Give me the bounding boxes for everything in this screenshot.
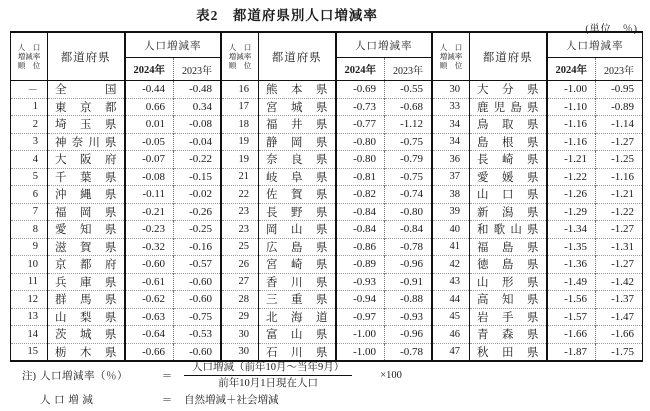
rank-cell: 19 xyxy=(222,151,259,169)
prefecture-cell: 東京都 xyxy=(48,98,125,116)
rate-2023-cell: -0.84 xyxy=(385,221,432,239)
prefecture-cell: 佐賀県 xyxy=(259,186,336,204)
rate-2023-cell: -1.37 xyxy=(596,291,643,309)
rate-2024-cell: -1.36 xyxy=(547,256,596,274)
rank-cell: 28 xyxy=(222,291,259,309)
table-group-1 xyxy=(10,31,221,362)
rate-2023-cell: -0.79 xyxy=(385,151,432,169)
prefecture-cell: 千葉県 xyxy=(48,168,125,186)
rate-2024-cell: -0.77 xyxy=(336,116,385,134)
rate-column-header: 人口増減率 xyxy=(336,32,432,58)
year-2024-header: 2024年 xyxy=(125,58,174,81)
rate-2024-cell: -0.80 xyxy=(336,151,385,169)
table-row xyxy=(222,203,432,221)
table-row xyxy=(11,291,221,309)
table-row xyxy=(222,343,432,361)
table-row xyxy=(222,133,432,151)
rate-2024-cell: -1.10 xyxy=(547,98,596,116)
prefecture-cell: 群馬県 xyxy=(48,291,125,309)
prefecture-column-header: 都道府県 xyxy=(470,32,547,81)
rate-2023-cell: -0.55 xyxy=(385,81,432,99)
rank-cell: － xyxy=(11,81,48,99)
rank-column-header: 人 口 増減率 順 位 xyxy=(11,32,48,81)
rank-column-header: 人 口 増減率 順 位 xyxy=(433,32,470,81)
rate-2024-cell: -0.80 xyxy=(336,133,385,151)
table-row xyxy=(222,291,432,309)
table-row xyxy=(11,186,221,204)
rate-2024-cell: -0.73 xyxy=(336,98,385,116)
prefecture-cell: 徳島県 xyxy=(470,256,547,274)
rate-2023-cell: -0.75 xyxy=(174,308,221,326)
prefecture-cell: 岡山県 xyxy=(259,221,336,239)
rank-cell: 4 xyxy=(11,151,48,169)
rate-2024-cell: -0.05 xyxy=(125,133,174,151)
rate-2024-cell: -0.66 xyxy=(125,343,174,361)
table-row xyxy=(11,326,221,344)
table-row xyxy=(433,291,643,309)
table-row xyxy=(11,203,221,221)
rank-cell: 9 xyxy=(11,238,48,256)
table-row xyxy=(11,308,221,326)
prefecture-cell: 長野県 xyxy=(259,203,336,221)
table-row xyxy=(11,343,221,361)
rate-2024-cell: -0.81 xyxy=(336,168,385,186)
rate-2023-cell: -0.53 xyxy=(174,326,221,344)
prefecture-cell: 栃木県 xyxy=(48,343,125,361)
rate-formula-fraction xyxy=(184,361,352,390)
table-row xyxy=(433,116,643,134)
rate-2023-cell: -1.31 xyxy=(596,238,643,256)
rank-cell: 29 xyxy=(222,308,259,326)
prefecture-cell: 長崎県 xyxy=(470,151,547,169)
year-2023-header: 2023年 xyxy=(174,58,221,81)
rate-2023-cell: -0.96 xyxy=(385,326,432,344)
rate-2024-cell: -1.49 xyxy=(547,273,596,291)
unit-label: (単位 ％) xyxy=(585,24,638,35)
rank-cell: 30 xyxy=(222,326,259,344)
rate-2024-cell: 0.66 xyxy=(125,98,174,116)
prefecture-cell: 鹿児島県 xyxy=(470,98,547,116)
rank-cell: 14 xyxy=(11,326,48,344)
prefecture-cell: 山梨県 xyxy=(48,308,125,326)
rate-2023-cell: -1.14 xyxy=(596,116,643,134)
table-row xyxy=(11,98,221,116)
rate-2024-cell: -0.60 xyxy=(125,256,174,274)
rate-2023-cell: -0.78 xyxy=(385,238,432,256)
rate-2024-cell: -0.62 xyxy=(125,291,174,309)
prefecture-cell: 沖縄県 xyxy=(48,186,125,204)
rate-2023-cell: -0.60 xyxy=(174,273,221,291)
table-row xyxy=(11,221,221,239)
table-row xyxy=(222,273,432,291)
rank-cell: 30 xyxy=(433,81,470,99)
rate-2023-cell: -0.08 xyxy=(174,116,221,134)
rate-2024-cell: -0.23 xyxy=(125,221,174,239)
rate-2024-cell: -1.87 xyxy=(547,343,596,361)
prefecture-cell: 京都府 xyxy=(48,256,125,274)
rate-2024-cell: -0.86 xyxy=(336,238,385,256)
rank-cell: 26 xyxy=(222,256,259,274)
rate-2023-cell: -1.42 xyxy=(596,273,643,291)
rate-2023-cell: -1.12 xyxy=(385,116,432,134)
rate-2024-cell: -1.22 xyxy=(547,168,596,186)
note-change-label: 人 口 増 減 xyxy=(40,395,94,406)
rank-cell: 11 xyxy=(11,273,48,291)
table-row xyxy=(433,203,643,221)
footnote-change-definition xyxy=(10,392,640,407)
prefecture-cell: 兵庫県 xyxy=(48,273,125,291)
rank-cell: 21 xyxy=(222,168,259,186)
rate-2024-cell: -0.44 xyxy=(142,83,165,96)
rate-2024-cell: -0.07 xyxy=(125,151,174,169)
fraction-denominator: 前年10月1日現在人口 xyxy=(218,378,318,389)
prefecture-cell: 奈良県 xyxy=(259,151,336,169)
prefecture-cell: 神奈川県 xyxy=(48,133,125,151)
prefecture-cell: 青森県 xyxy=(470,326,547,344)
year-2024-header: 2024年 xyxy=(547,58,596,81)
rate-2023-cell: -0.75 xyxy=(385,168,432,186)
rank-cell: 42 xyxy=(433,256,470,274)
table-row xyxy=(433,186,643,204)
rate-2024-cell: -1.00 xyxy=(336,343,385,361)
rate-column-header: 人口増減率 xyxy=(125,32,221,58)
rate-2023-cell: -0.95 xyxy=(596,81,643,99)
prefecture-cell: 埼玉県 xyxy=(48,116,125,134)
table-row xyxy=(222,151,432,169)
rate-2023-cell: -0.75 xyxy=(385,133,432,151)
fraction-numerator: 人口増減（前年10月～当年9月） xyxy=(184,361,352,376)
rate-2023-cell: -1.22 xyxy=(596,203,643,221)
rate-2024-cell: -0.21 xyxy=(125,203,174,221)
table-row xyxy=(222,98,432,116)
note-change-value: 自然増減＋社会増減 xyxy=(184,395,279,406)
rate-2023-cell: -1.47 xyxy=(596,308,643,326)
table-row xyxy=(222,308,432,326)
prefecture-cell: 宮城県 xyxy=(259,98,336,116)
page-title: 表2 都道府県別人口増減率 xyxy=(196,8,378,23)
rate-2023-cell: -0.04 xyxy=(174,133,221,151)
rate-2023-cell: -0.60 xyxy=(174,291,221,309)
year-2024-header: 2024年 xyxy=(336,58,385,81)
rate-2024-cell: -1.16 xyxy=(547,133,596,151)
prefecture-cell: 山口県 xyxy=(470,186,547,204)
rate-2024-cell: -1.66 xyxy=(547,326,596,344)
rank-cell: 33 xyxy=(433,98,470,116)
rate-2024-cell: -0.64 xyxy=(125,326,174,344)
prefecture-cell: 大分県 xyxy=(470,81,547,99)
prefecture-cell: 滋賀県 xyxy=(48,238,125,256)
rank-cell: 2 xyxy=(11,116,48,134)
table-row xyxy=(222,186,432,204)
rank-cell: 34 xyxy=(433,116,470,134)
table-row xyxy=(433,256,643,274)
table-row xyxy=(222,256,432,274)
rate-2024-cell: -0.84 xyxy=(336,221,385,239)
rate-2024-cell: -0.32 xyxy=(125,238,174,256)
rate-2023-cell: -0.78 xyxy=(385,343,432,361)
prefecture-cell: 宮崎県 xyxy=(259,256,336,274)
rate-2024-cell: -0.94 xyxy=(336,291,385,309)
footnotes xyxy=(10,361,640,407)
table-row xyxy=(222,326,432,344)
table-row xyxy=(11,133,221,151)
rate-2024-cell: -1.00 xyxy=(564,83,587,96)
rate-2023-cell: -0.22 xyxy=(174,151,221,169)
table-row xyxy=(433,221,643,239)
rate-2023-cell: -0.15 xyxy=(174,168,221,186)
rank-cell: 5 xyxy=(11,168,48,186)
rate-2023-cell: -0.80 xyxy=(385,203,432,221)
rank-cell: 27 xyxy=(222,273,259,291)
prefecture-rate-table xyxy=(10,31,640,362)
rank-cell: 8 xyxy=(11,221,48,239)
rank-cell: 38 xyxy=(433,186,470,204)
rate-column-header: 人口増減率 xyxy=(547,32,643,58)
rate-2024-cell: -1.35 xyxy=(547,238,596,256)
prefecture-cell: 愛知県 xyxy=(48,221,125,239)
prefecture-column-header: 都道府県 xyxy=(48,32,125,81)
prefecture-cell: 岐阜県 xyxy=(259,168,336,186)
rate-2024-cell: -0.89 xyxy=(336,256,385,274)
rate-2024-cell: -0.69 xyxy=(353,83,376,96)
rate-2023-cell: -1.21 xyxy=(596,186,643,204)
prefecture-cell: 愛媛県 xyxy=(470,168,547,186)
prefecture-cell: 全国 xyxy=(48,81,125,99)
rate-2023-cell: -1.75 xyxy=(596,343,643,361)
prefecture-cell: 山形県 xyxy=(470,273,547,291)
year-2023-header: 2023年 xyxy=(596,58,643,81)
rate-2023-cell: -1.16 xyxy=(596,168,643,186)
rate-2023-cell: 0.34 xyxy=(174,98,221,116)
rank-cell: 13 xyxy=(11,308,48,326)
prefecture-cell: 茨城県 xyxy=(48,326,125,344)
rate-2023-cell: -1.27 xyxy=(596,256,643,274)
table-row xyxy=(433,151,643,169)
table-row xyxy=(222,81,432,99)
rank-cell: 34 xyxy=(433,133,470,151)
equals-sign: ＝ xyxy=(161,395,173,406)
rank-cell: 7 xyxy=(11,203,48,221)
rate-2024-cell: -1.57 xyxy=(547,308,596,326)
table-row xyxy=(11,256,221,274)
rank-cell: 46 xyxy=(433,326,470,344)
note-rate-label: 人口増減率（％） xyxy=(40,371,128,382)
rate-2023-cell: -0.25 xyxy=(174,221,221,239)
prefecture-cell: 鳥取県 xyxy=(470,116,547,134)
rate-2023-cell: -1.25 xyxy=(596,151,643,169)
prefecture-cell: 広島県 xyxy=(259,238,336,256)
rate-2024-cell: -1.16 xyxy=(547,116,596,134)
rank-cell: 41 xyxy=(433,238,470,256)
rank-cell: 17 xyxy=(222,98,259,116)
table-row xyxy=(11,168,221,186)
rate-2023-cell: -0.60 xyxy=(174,343,221,361)
prefecture-cell: 島根県 xyxy=(470,133,547,151)
rate-2024-cell: -1.00 xyxy=(336,326,385,344)
rank-cell: 22 xyxy=(222,186,259,204)
prefecture-cell: 大阪府 xyxy=(48,151,125,169)
rate-2024-cell: -0.08 xyxy=(125,168,174,186)
rate-2024-cell: -0.63 xyxy=(125,308,174,326)
rank-cell: 18 xyxy=(222,116,259,134)
prefecture-cell: 福岡県 xyxy=(48,203,125,221)
rate-2024-cell: -0.61 xyxy=(125,273,174,291)
rank-cell: 1 xyxy=(11,98,48,116)
rate-2023-cell: -1.27 xyxy=(596,133,643,151)
prefecture-cell: 和歌山県 xyxy=(470,221,547,239)
prefecture-cell: 香川県 xyxy=(259,273,336,291)
prefecture-cell: 福井県 xyxy=(259,116,336,134)
rate-2023-cell: -0.89 xyxy=(596,98,643,116)
rank-cell: 10 xyxy=(11,256,48,274)
table-row xyxy=(433,308,643,326)
prefecture-cell: 静岡県 xyxy=(259,133,336,151)
rate-2024-cell: -0.93 xyxy=(336,273,385,291)
prefecture-cell: 福島県 xyxy=(470,238,547,256)
table-row xyxy=(433,238,643,256)
rate-2023-cell: -0.26 xyxy=(174,203,221,221)
rank-cell: 15 xyxy=(11,343,48,361)
table-row xyxy=(433,81,643,99)
rate-2024-cell: -0.11 xyxy=(125,186,174,204)
rate-2024-cell: -1.29 xyxy=(547,203,596,221)
prefecture-cell: 熊本県 xyxy=(259,81,336,99)
rate-2023-cell: -0.74 xyxy=(385,186,432,204)
table-group-3 xyxy=(432,31,643,362)
rate-2024-cell: -0.84 xyxy=(336,203,385,221)
rate-2023-cell: -1.27 xyxy=(596,221,643,239)
rate-2023-cell: -1.66 xyxy=(596,326,643,344)
rate-2024-cell: -1.56 xyxy=(547,291,596,309)
prefecture-cell: 北海道 xyxy=(259,308,336,326)
table-row xyxy=(433,133,643,151)
equals-sign: ＝ xyxy=(161,371,173,382)
table-row xyxy=(433,98,643,116)
rate-2023-cell: -0.02 xyxy=(174,186,221,204)
rank-cell: 36 xyxy=(433,151,470,169)
table-row xyxy=(433,168,643,186)
table-row xyxy=(11,81,221,99)
prefecture-cell: 石川県 xyxy=(259,343,336,361)
rate-2024-cell: -0.82 xyxy=(336,186,385,204)
prefecture-cell: 富山県 xyxy=(259,326,336,344)
rank-cell: 23 xyxy=(222,221,259,239)
multiplier: ×100 xyxy=(380,370,402,381)
year-2023-header: 2023年 xyxy=(385,58,432,81)
rank-cell: 25 xyxy=(222,238,259,256)
rank-column-header: 人 口 増減率 順 位 xyxy=(222,32,259,81)
prefecture-cell: 新潟県 xyxy=(470,203,547,221)
note-mark: 注) xyxy=(22,371,36,382)
rate-2024-cell: -1.21 xyxy=(547,151,596,169)
prefecture-column-header: 都道府県 xyxy=(259,32,336,81)
rank-cell: 30 xyxy=(222,343,259,361)
rate-2024-cell: -1.26 xyxy=(547,186,596,204)
table-row xyxy=(222,221,432,239)
rank-cell: 37 xyxy=(433,168,470,186)
rate-2024-cell: -1.34 xyxy=(547,221,596,239)
table-row xyxy=(433,326,643,344)
table-row xyxy=(222,238,432,256)
rank-cell: 16 xyxy=(222,81,259,99)
rate-2023-cell: -0.91 xyxy=(385,273,432,291)
rank-cell: 6 xyxy=(11,186,48,204)
rank-cell: 3 xyxy=(11,133,48,151)
rank-cell: 12 xyxy=(11,291,48,309)
rate-2023-cell: -0.68 xyxy=(385,98,432,116)
rank-cell: 23 xyxy=(222,203,259,221)
rank-cell: 19 xyxy=(222,133,259,151)
rank-cell: 39 xyxy=(433,203,470,221)
rank-cell: 45 xyxy=(433,308,470,326)
table-row xyxy=(433,273,643,291)
table-group-2 xyxy=(221,31,432,362)
rate-2023-cell: -0.57 xyxy=(174,256,221,274)
rank-cell: 47 xyxy=(433,343,470,361)
prefecture-cell: 岩手県 xyxy=(470,308,547,326)
rank-cell: 43 xyxy=(433,273,470,291)
table-row xyxy=(222,168,432,186)
prefecture-cell: 三重県 xyxy=(259,291,336,309)
table-row xyxy=(433,343,643,361)
rate-2023-cell: -0.48 xyxy=(174,81,221,99)
prefecture-cell: 高知県 xyxy=(470,291,547,309)
table-row xyxy=(11,151,221,169)
rank-cell: 44 xyxy=(433,291,470,309)
table-row xyxy=(11,238,221,256)
rate-2023-cell: -0.96 xyxy=(385,256,432,274)
rate-2023-cell: -0.16 xyxy=(174,238,221,256)
table-row xyxy=(11,116,221,134)
rate-2023-cell: -0.93 xyxy=(385,308,432,326)
footnote-rate-definition xyxy=(10,361,640,390)
table-row xyxy=(222,116,432,134)
rate-2023-cell: -0.88 xyxy=(385,291,432,309)
rate-2024-cell: -0.97 xyxy=(336,308,385,326)
rank-cell: 40 xyxy=(433,221,470,239)
rate-2024-cell: 0.01 xyxy=(125,116,174,134)
table-row xyxy=(11,273,221,291)
prefecture-cell: 秋田県 xyxy=(470,343,547,361)
